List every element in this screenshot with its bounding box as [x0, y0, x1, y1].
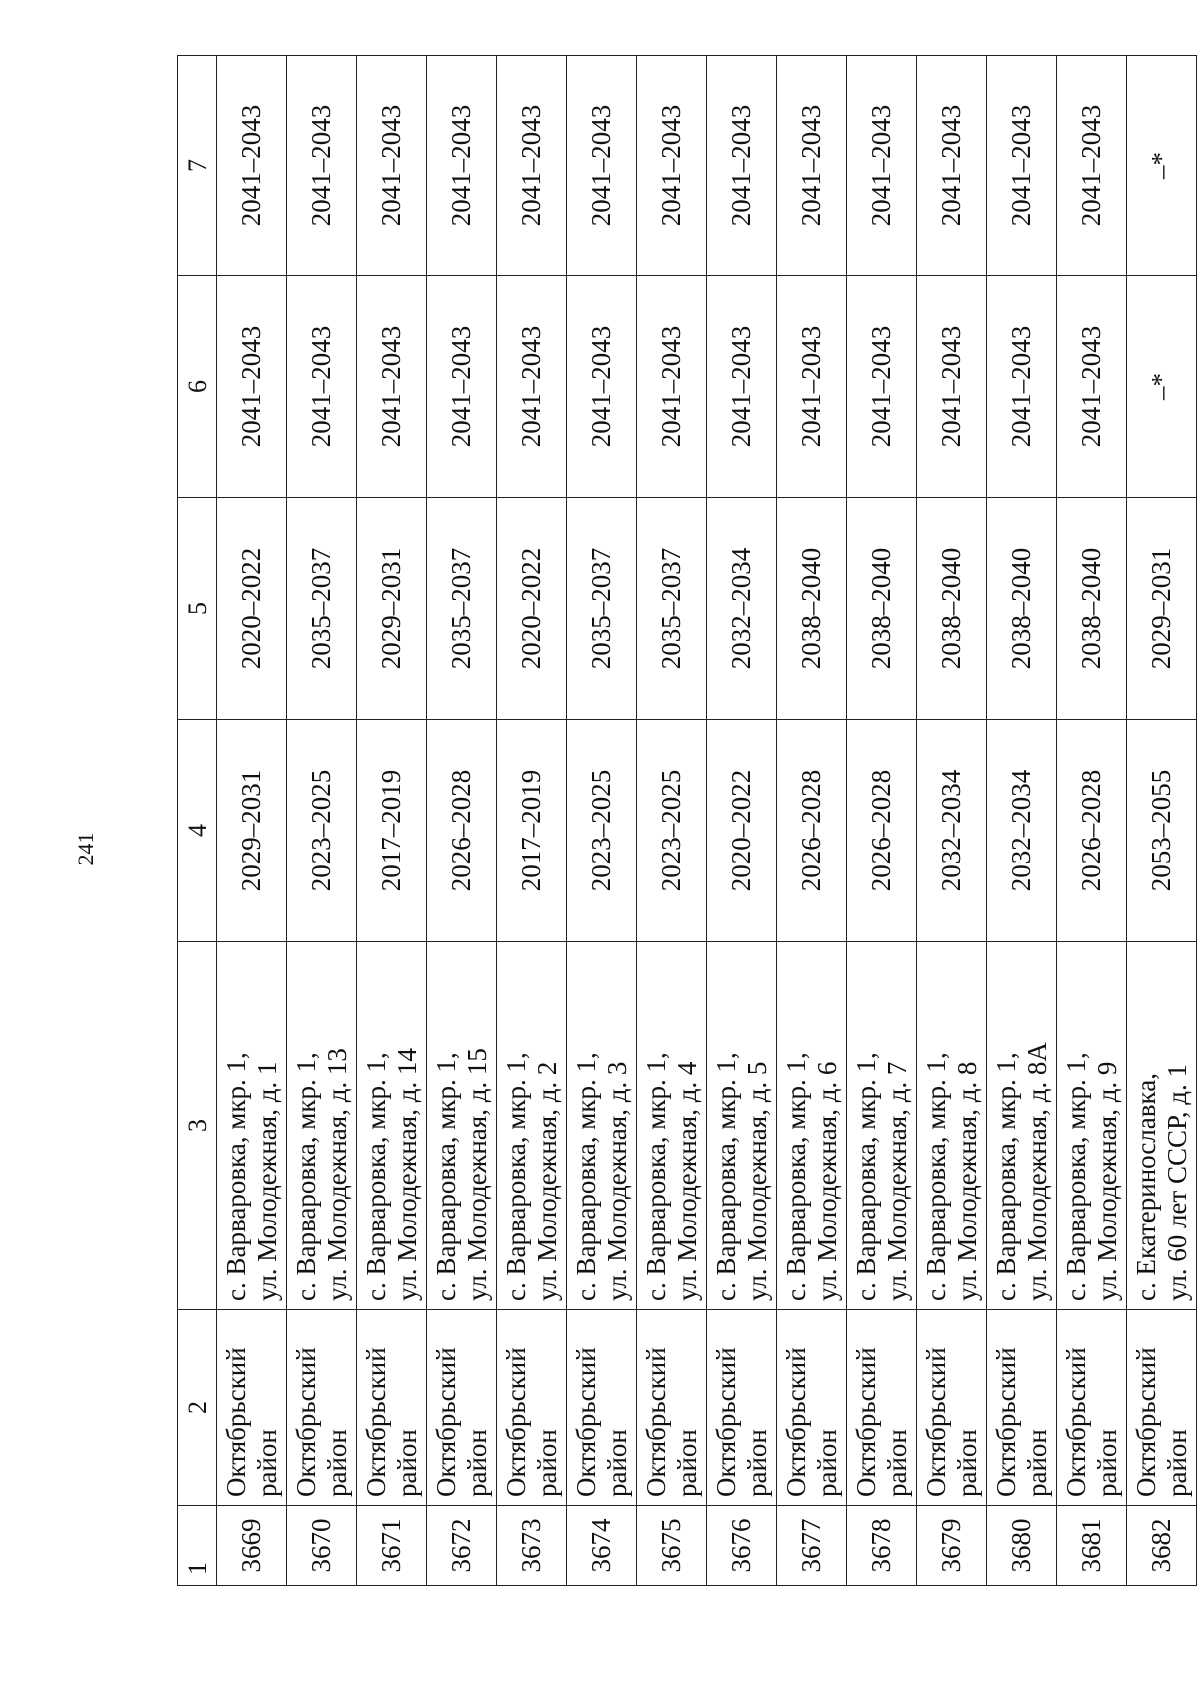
address-cell [847, 942, 917, 1310]
address-cell [357, 942, 427, 1310]
table-row [357, 56, 427, 1586]
header-cell: 2 [178, 1310, 217, 1506]
period-col6-cell: 2041–2043 [217, 276, 287, 498]
address-line-2: ул. 60 лет СССР, д. 1 [1161, 1064, 1192, 1301]
period-col5-cell: 2032–2034 [707, 498, 777, 720]
address-line-2: ул. Молодежная, д. 9 [1091, 1061, 1122, 1301]
period-col5-cell: 2035–2037 [567, 498, 637, 720]
table-row [217, 56, 287, 1586]
district-cell: Октябрьский район [497, 1310, 567, 1506]
row-number-cell: 3673 [497, 1506, 567, 1586]
period-col4-cell: 2017–2019 [357, 720, 427, 942]
district-cell: Октябрьский район [847, 1310, 917, 1506]
period-col5-cell: 2038–2040 [1057, 498, 1127, 720]
period-col5-cell: 2035–2037 [427, 498, 497, 720]
period-col5-cell: 2020–2022 [497, 498, 567, 720]
address-line-1: с. Варваровка, мкр. 1, [780, 1052, 811, 1301]
period-col5-cell: 2029–2031 [357, 498, 427, 720]
period-col4-cell: 2017–2019 [497, 720, 567, 942]
header-row [178, 56, 217, 1586]
period-col6-cell: 2041–2043 [427, 276, 497, 498]
period-col7-cell: 2041–2043 [917, 56, 987, 276]
row-number-cell: 3678 [847, 1506, 917, 1586]
address-cell [1127, 942, 1197, 1310]
address-line-2: ул. Молодежная, д. 15 [461, 1048, 492, 1301]
district-cell: Октябрьский район [427, 1310, 497, 1506]
period-col4-cell: 2023–2025 [637, 720, 707, 942]
address-line-1: с. Варваровка, мкр. 1, [220, 1052, 251, 1301]
period-col4-cell: 2023–2025 [567, 720, 637, 942]
period-col4-cell: 2026–2028 [1057, 720, 1127, 942]
period-col7-cell: 2041–2043 [427, 56, 497, 276]
district-cell: Октябрьский район [777, 1310, 847, 1506]
period-col6-cell: 2041–2043 [917, 276, 987, 498]
address-line-1: с. Варваровка, мкр. 1, [850, 1052, 881, 1301]
period-col5-cell: 2038–2040 [777, 498, 847, 720]
table-row [567, 56, 637, 1586]
address-line-2: ул. Молодежная, д. 4 [671, 1061, 702, 1301]
row-number-cell: 3675 [637, 1506, 707, 1586]
period-col7-cell: 2041–2043 [217, 56, 287, 276]
period-col7-cell: 2041–2043 [707, 56, 777, 276]
period-col4-cell: 2032–2034 [917, 720, 987, 942]
period-col5-cell: 2038–2040 [847, 498, 917, 720]
period-col6-cell: –* [1127, 276, 1197, 498]
address-line-2: ул. Молодежная, д. 3 [601, 1061, 632, 1301]
table-row [287, 56, 357, 1586]
period-col5-cell: 2020–2022 [217, 498, 287, 720]
header-cell: 7 [178, 56, 217, 276]
period-col7-cell: 2041–2043 [847, 56, 917, 276]
address-line-1: с. Варваровка, мкр. 1, [360, 1052, 391, 1301]
period-col6-cell: 2041–2043 [987, 276, 1057, 498]
address-line-1: с. Варваровка, мкр. 1, [920, 1052, 951, 1301]
address-line-1: с. Варваровка, мкр. 1, [990, 1052, 1021, 1301]
address-line-1: с. Варваровка, мкр. 1, [570, 1052, 601, 1301]
table-row [987, 56, 1057, 1586]
period-col7-cell: –* [1127, 56, 1197, 276]
period-col4-cell: 2026–2028 [847, 720, 917, 942]
period-col7-cell: 2041–2043 [987, 56, 1057, 276]
period-col4-cell: 2020–2022 [707, 720, 777, 942]
row-number-cell: 3677 [777, 1506, 847, 1586]
address-cell [1057, 942, 1127, 1310]
header-cell: 4 [178, 720, 217, 942]
address-cell [427, 942, 497, 1310]
data-table [177, 55, 1197, 1586]
period-col6-cell: 2041–2043 [357, 276, 427, 498]
address-line-1: с. Варваровка, мкр. 1, [430, 1052, 461, 1301]
district-cell: Октябрьский район [567, 1310, 637, 1506]
period-col5-cell: 2035–2037 [287, 498, 357, 720]
address-cell [567, 942, 637, 1310]
period-col7-cell: 2041–2043 [1057, 56, 1127, 276]
row-number-cell: 3676 [707, 1506, 777, 1586]
address-cell [497, 942, 567, 1310]
period-col4-cell: 2026–2028 [427, 720, 497, 942]
period-col4-cell: 2032–2034 [987, 720, 1057, 942]
header-cell: 3 [178, 942, 217, 1310]
address-line-2: ул. Молодежная, д. 14 [391, 1048, 422, 1301]
period-col6-cell: 2041–2043 [847, 276, 917, 498]
district-cell: Октябрьский район [1057, 1310, 1127, 1506]
address-line-1: с. Варваровка, мкр. 1, [710, 1052, 741, 1301]
table-row [497, 56, 567, 1586]
address-cell [987, 942, 1057, 1310]
address-line-1: с. Екатеринославка, [1130, 1073, 1161, 1301]
row-number-cell: 3671 [357, 1506, 427, 1586]
period-col6-cell: 2041–2043 [567, 276, 637, 498]
district-cell: Октябрьский район [987, 1310, 1057, 1506]
period-col7-cell: 2041–2043 [497, 56, 567, 276]
row-number-cell: 3670 [287, 1506, 357, 1586]
district-cell: Октябрьский район [707, 1310, 777, 1506]
rotated-table-container [177, 56, 1200, 1586]
period-col5-cell: 2035–2037 [637, 498, 707, 720]
period-col6-cell: 2041–2043 [497, 276, 567, 498]
address-line-1: с. Варваровка, мкр. 1, [640, 1052, 671, 1301]
table-row [427, 56, 497, 1586]
district-cell: Октябрьский район [637, 1310, 707, 1506]
district-cell: Октябрьский район [357, 1310, 427, 1506]
period-col7-cell: 2041–2043 [777, 56, 847, 276]
address-line-2: ул. Молодежная, д. 6 [811, 1061, 842, 1301]
table-row [1057, 56, 1127, 1586]
address-line-2: ул. Молодежная, д. 2 [531, 1061, 562, 1301]
period-col5-cell: 2038–2040 [987, 498, 1057, 720]
address-line-1: с. Варваровка, мкр. 1, [290, 1052, 321, 1301]
row-number-cell: 3669 [217, 1506, 287, 1586]
address-line-1: с. Варваровка, мкр. 1, [500, 1052, 531, 1301]
table-row [637, 56, 707, 1586]
table-row [777, 56, 847, 1586]
table-row [917, 56, 987, 1586]
header-cell: 1 [178, 1506, 217, 1586]
period-col6-cell: 2041–2043 [1057, 276, 1127, 498]
page-number: 241 [73, 832, 98, 866]
period-col7-cell: 2041–2043 [567, 56, 637, 276]
period-col4-cell: 2023–2025 [287, 720, 357, 942]
period-col6-cell: 2041–2043 [777, 276, 847, 498]
address-line-2: ул. Молодежная, д. 8А [1021, 1042, 1052, 1301]
period-col6-cell: 2041–2043 [637, 276, 707, 498]
address-cell [287, 942, 357, 1310]
row-number-cell: 3681 [1057, 1506, 1127, 1586]
header-cell: 5 [178, 498, 217, 720]
row-number-cell: 3679 [917, 1506, 987, 1586]
address-line-2: ул. Молодежная, д. 13 [321, 1048, 352, 1301]
address-line-2: ул. Молодежная, д. 5 [741, 1061, 772, 1301]
period-col5-cell: 2038–2040 [917, 498, 987, 720]
district-cell: Октябрьский район [287, 1310, 357, 1506]
header-cell: 6 [178, 276, 217, 498]
row-number-cell: 3682 [1127, 1506, 1197, 1586]
address-line-2: ул. Молодежная, д. 1 [251, 1061, 282, 1301]
table-row [707, 56, 777, 1586]
period-col6-cell: 2041–2043 [287, 276, 357, 498]
address-line-1: с. Варваровка, мкр. 1, [1060, 1052, 1091, 1301]
address-line-2: ул. Молодежная, д. 8 [951, 1061, 982, 1301]
period-col6-cell: 2041–2043 [707, 276, 777, 498]
period-col4-cell: 2029–2031 [217, 720, 287, 942]
address-cell [777, 942, 847, 1310]
table-row [847, 56, 917, 1586]
period-col4-cell: 2053–2055 [1127, 720, 1197, 942]
period-col5-cell: 2029–2031 [1127, 498, 1197, 720]
address-cell [707, 942, 777, 1310]
address-cell [917, 942, 987, 1310]
address-cell [217, 942, 287, 1310]
period-col7-cell: 2041–2043 [357, 56, 427, 276]
period-col7-cell: 2041–2043 [287, 56, 357, 276]
district-cell: Октябрьский район [217, 1310, 287, 1506]
row-number-cell: 3672 [427, 1506, 497, 1586]
period-col7-cell: 2041–2043 [637, 56, 707, 276]
period-col4-cell: 2026–2028 [777, 720, 847, 942]
address-line-2: ул. Молодежная, д. 7 [881, 1061, 912, 1301]
district-cell: Октябрьский район [917, 1310, 987, 1506]
row-number-cell: 3680 [987, 1506, 1057, 1586]
table-row [1127, 56, 1197, 1586]
district-cell: Октябрьский район [1127, 1310, 1197, 1506]
address-cell [637, 942, 707, 1310]
row-number-cell: 3674 [567, 1506, 637, 1586]
